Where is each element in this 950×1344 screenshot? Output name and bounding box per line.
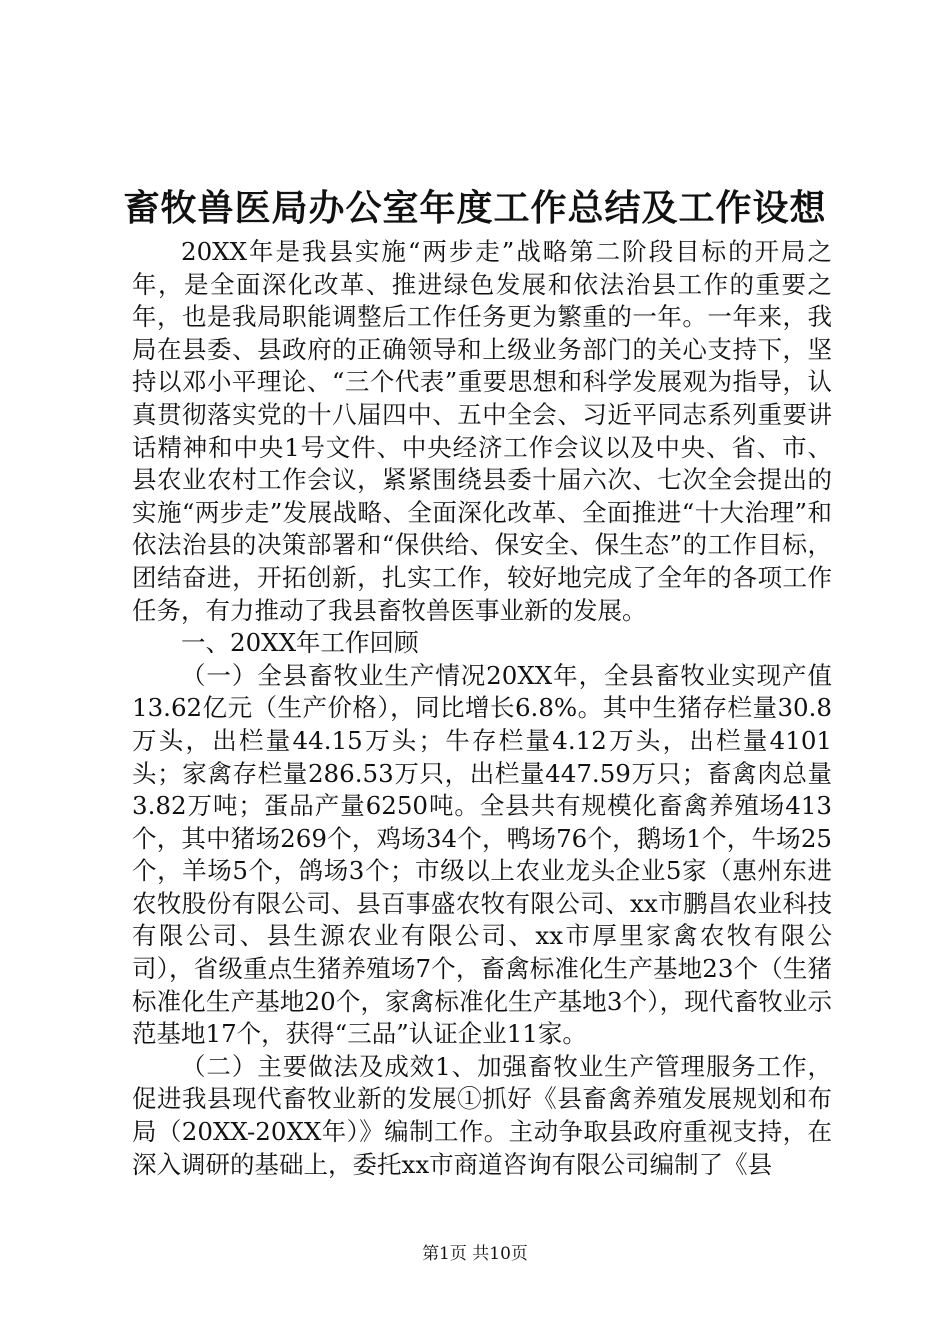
paragraph-measures: （二）主要做法及成效1、加强畜牧业生产管理服务工作，促进我县现代畜牧业新的发展①抓好《县畜禽养殖发展规划和布局（20XX-20XX年）》编制工作。主动争取县政府重视支持，在深入调研的基础上，委托xx市商道咨询有限公司编制了《县 bbox=[132, 1051, 832, 1179]
document-body bbox=[132, 236, 832, 1181]
document-title: 畜牧兽医局办公室年度工作总结及工作设想 bbox=[123, 187, 827, 229]
paragraph-intro: 20XX年是我县实施“两步走”战略第二阶段目标的开局之年，是全面深化改革、推进绿色发展和依法治县工作的重要之年，也是我局职能调整后工作任务更为繁重的一年。一年来，我局在县委、县政府的正确领导和上级业务部门的关心支持下，坚持以邓小平理论、“三个代表”重要思想和科学发展观为指导，认真贯彻落实党的十八届四中、五中全会、习近平同志系列重要讲话精神和中央1号文件、中央经济工作会议以及中央、省、市、县农业农村工作会议，紧紧围绕县委十届六次、七次全会提出的实施“两步走”发展战略、全面深化改革、全面推进“十大治理”和依法治县的决策部署和“保供给、保安全、保生态”的工作目标，团结奋进，开拓创新，扎实工作，较好地完成了全年的各项工作任务，有力推动了我县畜牧兽医事业新的发展。 bbox=[132, 237, 832, 625]
paragraph-production: （一）全县畜牧业生产情况20XX年，全县畜牧业实现产值13.62亿元（生产价格），同比增长6.8%。其中生猪存栏量30.8万头，出栏量44.15万头；牛存栏量4.12万头，出栏量4101头；家禽存栏量286.53万只，出栏量447.59万只；畜禽肉总量3.82万吨；蛋品产量6250吨。全县共有规模化畜禽养殖场413个，其中猪场269个，鸡场34个，鸭场76个，鹅场1个，牛场25个，羊场5个，鸽场3个；市级以上农业龙头企业5家（惠州东进农牧股份有限公司、县百事盛农牧有限公司、xx市鹏昌农业科技有限公司、县生源农业有限公司、xx市厚里家禽农牧有限公司），省级重点生猪养殖场7个，畜禽标准化生产基地23个（生猪标准化生产基地20个，家禽标准化生产基地3个），现代畜牧业示范基地17个，获得“三品”认证企业11家。 bbox=[132, 660, 832, 1049]
section-heading: 一、20XX年工作回顾 bbox=[181, 628, 419, 658]
page-footer: 第1页 共10页 bbox=[422, 1244, 528, 1264]
